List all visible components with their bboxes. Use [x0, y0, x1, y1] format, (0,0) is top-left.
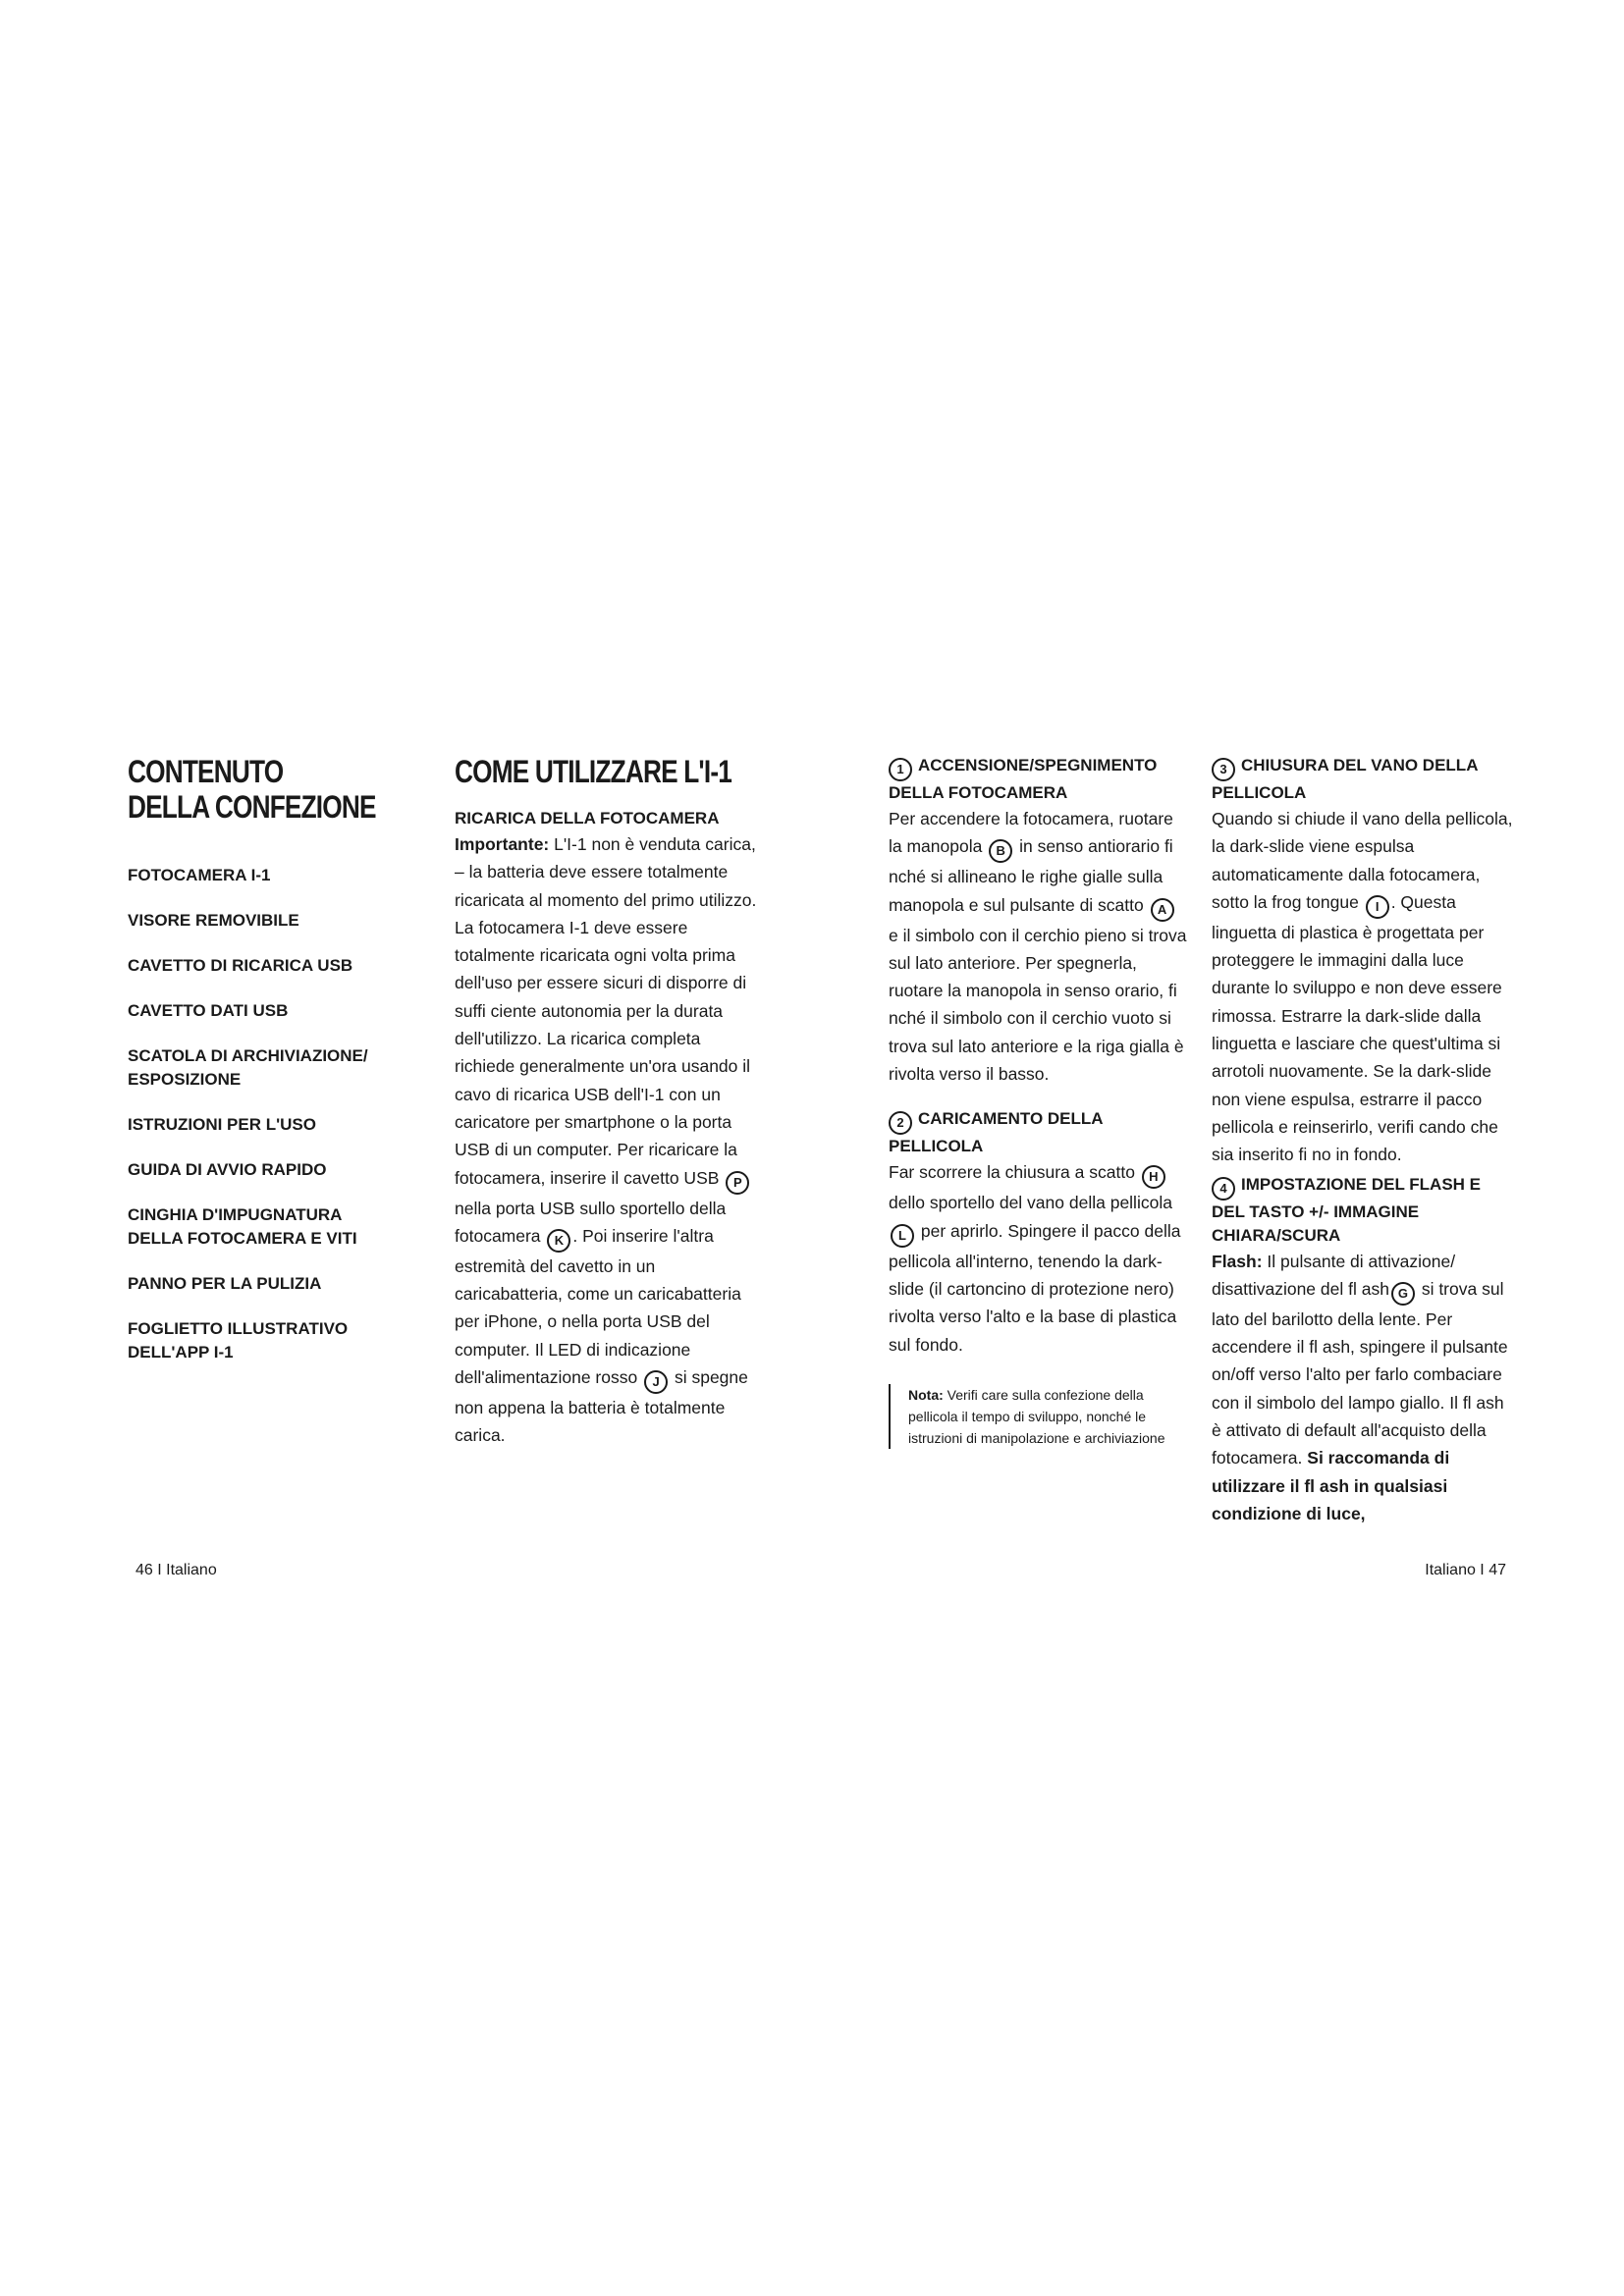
contents-item: CINGHIA D'IMPUGNATURA DELLA FOTOCAMERA E VITI — [128, 1205, 357, 1248]
step-4-icon: 4 — [1212, 1177, 1235, 1201]
package-contents-title: CONTENUTO DELLA CONFEZIONE — [128, 754, 376, 825]
page-number-right: Italiano I 47 — [1425, 1562, 1506, 1578]
section4-heading: 4 IMPOSTAZIONE DEL FLASH E DEL TASTO +/- IMMAGINE CHIARA/SCURA — [1212, 1174, 1481, 1245]
note-label: Nota: — [908, 1386, 944, 1403]
steps-column-2 — [1212, 754, 1516, 1527]
package-contents-column — [128, 754, 412, 1386]
label-h-icon: H — [1142, 1165, 1165, 1189]
label-a-icon: A — [1151, 898, 1174, 922]
step-2-icon: 2 — [889, 1111, 912, 1135]
section4-paragraph: Flash: Il pulsante di attivazione/ disattivazione del fl ash G si trova sul lato del barilotto della lente. Per accendere il fl ash, spingere il pulsante on/off verso l'alto per farlo combaciare con il simbolo del lampo giallo. Il fl ash è attivato di default all'acquisto della fotocamera. Si raccomanda di utilizzare il fl ash in qualsiasi condizione di luce, — [1212, 1251, 1508, 1523]
contents-item: GUIDA DI AVVIO RAPIDO — [128, 1160, 327, 1179]
label-b-icon: B — [989, 839, 1012, 863]
label-l-icon: L — [891, 1224, 914, 1248]
label-k-icon: K — [547, 1229, 570, 1253]
flash-label: Flash: — [1212, 1251, 1263, 1271]
how-to-use-column — [455, 754, 759, 1450]
contents-item: FOTOCAMERA I-1 — [128, 866, 271, 884]
contents-item: ISTRUZIONI PER L'USO — [128, 1115, 316, 1134]
important-label: Importante: — [455, 834, 550, 854]
flash-recommendation: Si raccomanda di utilizzare il fl ash in qualsiasi condizione di luce, — [1212, 1448, 1450, 1523]
section2-heading: 2 CARICAMENTO DELLA PELLICOLA — [889, 1109, 1103, 1156]
label-g-icon: G — [1391, 1282, 1415, 1306]
steps-column-1 — [889, 754, 1188, 1449]
section1-heading: 1 ACCENSIONE/SPEGNIMENTO DELLA FOTOCAMERA — [889, 756, 1158, 802]
label-i-icon: I — [1366, 895, 1389, 919]
charging-paragraph: Importante: L'I-1 non è venduta carica, – la batteria deve essere totalmente ricaricata al momento del primo utilizzo. La fotocamera I-1 deve essere totalmente ricaricata ogni volta prima dell'uso per essere sicuri di disporre di suffi ciente autonomia per la durata dell'utilizzo. La ricarica completa richiede generalmente un'ora usando il cavo di ricarica USB dell'I-1 con un caricatore per smartphone o la porta USB di un computer. Per ricaricare la fotocamera, inserire il cavetto USB P nella porta USB sullo sportello della fotocamera K . Poi inserire l'altra estremità del cavetto in un caricabatteria, come un caricabatteria per iPhone, o nella porta USB del computer. Il LED di indicazione dell'alimentazione rosso J si spegne non appena la batteria è totalmente carica. — [455, 834, 757, 1446]
section3-paragraph: Quando si chiude il vano della pellicola, la dark-slide viene espulsa automaticamente dalla fotocamera, sotto la frog tongue I . Questa linguetta di plastica è progettata per proteggere le immagini dalla luce durante lo sviluppo e non deve essere rimossa. Estrarre la dark-slide dalla linguetta e lasciare che quest'ultima si arrotoli nuovamente. Se la dark-slide non viene espulsa, estrarre il pacco pellicola e reinserirlo, verifi cando che sia inserito fi no in fondo. — [1212, 809, 1513, 1165]
contents-item: PANNO PER LA PULIZIA — [128, 1274, 322, 1293]
charging-subhead: RICARICA DELLA FOTOCAMERA — [455, 809, 720, 828]
film-note: Nota: Verifi care sulla confezione della pellicola il tempo di sviluppo, nonché le istruzioni di manipolazione e archiviazione — [889, 1384, 1188, 1449]
step-1-icon: 1 — [889, 758, 912, 781]
section1-paragraph: Per accendere la fotocamera, ruotare la manopola B in senso antiorario fi nché si allineano le righe gialle sulla manopola e sul pulsante di scatto A e il simbolo con il cerchio pieno si trova sul lato anteriore. Per spegnerla, ruotare la manopola in senso orario, fi nché il simbolo con il cerchio vuoto si trova sul lato anteriore e la riga gialla è rivolta verso il basso. — [889, 809, 1187, 1085]
page-number-left: 46 I Italiano — [135, 1562, 217, 1578]
label-j-icon: J — [644, 1370, 668, 1394]
contents-item: CAVETTO DI RICARICA USB — [128, 956, 353, 975]
contents-item: CAVETTO DATI USB — [128, 1001, 289, 1020]
contents-item: FOGLIETTO ILLUSTRATIVO DELL'APP I-1 — [128, 1319, 349, 1362]
contents-list — [128, 864, 412, 1364]
step-3-icon: 3 — [1212, 758, 1235, 781]
contents-item: SCATOLA DI ARCHIVIAZIONE/ ESPOSIZIONE — [128, 1046, 368, 1089]
how-to-use-title: COME UTILIZZARE L'I-1 — [455, 754, 732, 789]
section2-paragraph: Far scorrere la chiusura a scatto H dello sportello del vano della pellicola L per aprirlo. Spingere il pacco della pellicola all'interno, tenendo la dark-slide (il cartoncino di protezione nero) rivolta verso l'alto e la base di plastica sul fondo. — [889, 1162, 1181, 1355]
section3-heading: 3 CHIUSURA DEL VANO DELLA PELLICOLA — [1212, 756, 1478, 802]
label-p-icon: P — [726, 1171, 749, 1195]
contents-item: VISORE REMOVIBILE — [128, 911, 299, 930]
